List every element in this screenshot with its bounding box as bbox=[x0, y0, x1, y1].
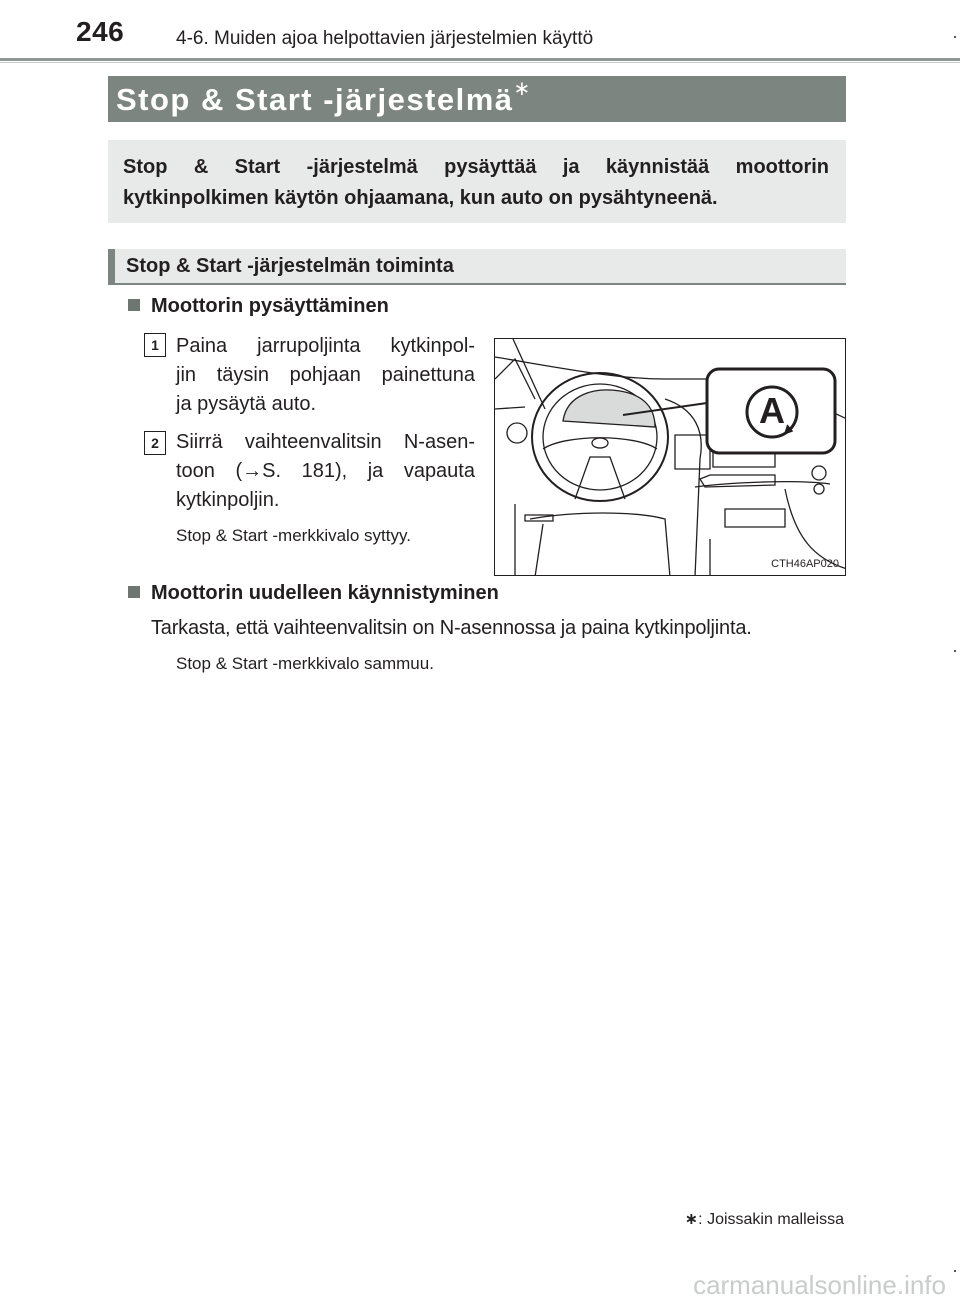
subsection-accent bbox=[108, 249, 115, 285]
crop-mark bbox=[954, 1270, 956, 1272]
crop-mark bbox=[954, 650, 956, 652]
restart-engine-heading bbox=[128, 582, 499, 605]
dashboard-illustration bbox=[494, 338, 846, 576]
footnote bbox=[685, 1209, 844, 1229]
dashboard-drawing bbox=[495, 339, 846, 576]
step-number-2: 2 bbox=[144, 431, 166, 455]
step-2-text: Siirrä vaihteenvalitsin N-asen- toon (→S. 181), ja vapauta kytkinpoljin. bbox=[176, 431, 475, 511]
step-1-text: Paina jarrupoljinta kytkinpol- jin täysin pohjaan painettuna ja pysäytä auto. bbox=[176, 335, 475, 415]
restart-note: Stop & Start -merkkivalo sammuu. bbox=[176, 654, 434, 673]
section-title bbox=[116, 78, 532, 118]
stop-note: Stop & Start -merkkivalo syttyy. bbox=[176, 526, 411, 545]
section-title-text: Stop & Start -järjestelmä bbox=[116, 82, 514, 117]
header-rule bbox=[0, 58, 960, 61]
crop-mark bbox=[954, 36, 956, 38]
indicator-label-a: A bbox=[759, 390, 785, 431]
subsection-title: Stop & Start -järjestelmän toiminta bbox=[126, 255, 454, 277]
footnote-text: : Joissakin malleissa bbox=[698, 1211, 844, 1228]
intro-line-1: Stop & Start -järjestelmä pysäyttää ja käynnistää moottorin bbox=[123, 156, 829, 178]
watermark: carmanualsonline.info bbox=[693, 1270, 946, 1300]
intro-text bbox=[123, 152, 829, 214]
header-rule-thin bbox=[0, 62, 960, 63]
page-number: 246 bbox=[76, 16, 125, 47]
restart-engine-heading-text: Moottorin uudelleen käynnistyminen bbox=[151, 582, 499, 604]
asterisk-mark: ∗ bbox=[513, 78, 532, 100]
step-number-1: 1 bbox=[144, 333, 166, 357]
intro-line-2: kytkinpolkimen käytön ohjaamana, kun auto on pysähtyneenä. bbox=[123, 187, 718, 209]
restart-text: Tarkasta, että vaihteenvalitsin on N-asennossa ja paina kytkinpoljinta. bbox=[151, 617, 752, 639]
footnote-mark: ∗ bbox=[684, 1211, 699, 1228]
figure-code: CTH46AP020 bbox=[771, 558, 839, 570]
bullet-square-icon bbox=[128, 299, 140, 311]
stop-engine-heading-text: Moottorin pysäyttäminen bbox=[151, 295, 389, 317]
bullet-square-icon bbox=[128, 586, 140, 598]
stop-engine-heading bbox=[128, 295, 389, 318]
chapter-title: 4-6. Muiden ajoa helpottavien järjestelmien käyttö bbox=[176, 28, 594, 49]
